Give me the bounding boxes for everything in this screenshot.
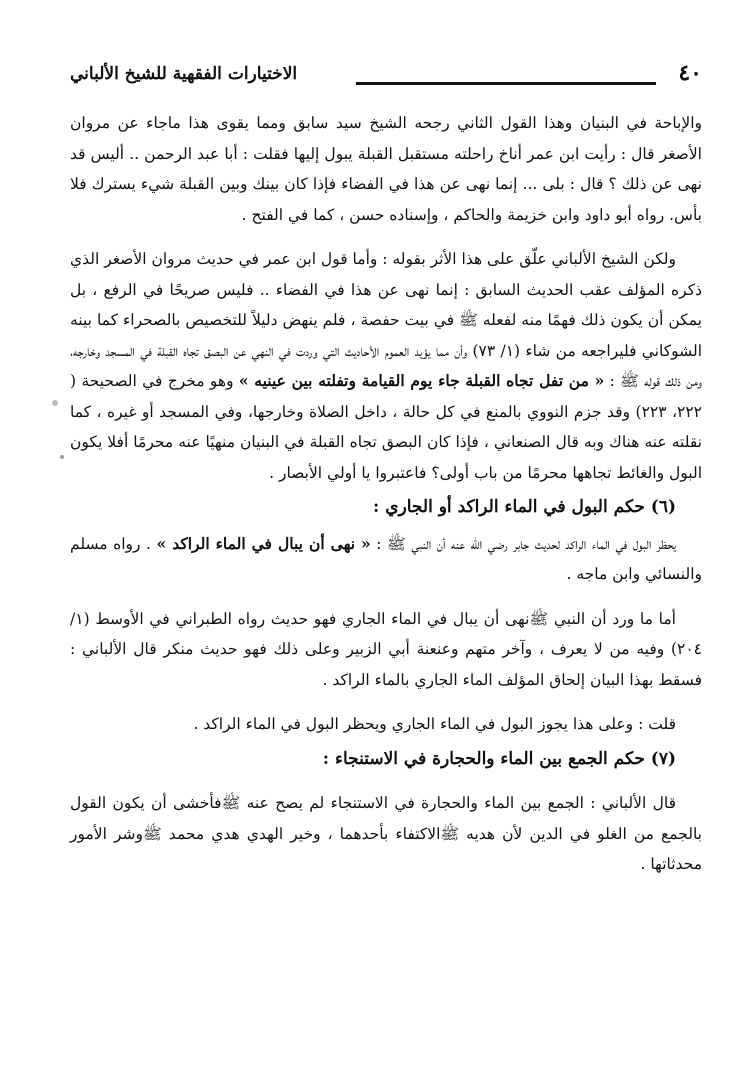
- section-heading-7: (٧) حكم الجمع بين الماء والحجارة في الاستنجاء :: [322, 748, 676, 769]
- scan-speck: [52, 400, 58, 406]
- paragraph-3: [70, 529, 702, 590]
- header-rule: [356, 82, 656, 85]
- running-title: الاختيارات الفقهية للشيخ الألباني: [70, 64, 298, 84]
- paragraph-3-text-a: يحظر البول في الماء الراكد لحديث جابر رضي الله عنه أن النبي ﷺ :: [376, 534, 676, 553]
- page-body: [70, 108, 702, 880]
- scan-speck: [60, 455, 64, 459]
- paragraph-2-text-a: ولكن الشيخ الألباني علّق على هذا الأثر بقوله : وأما قول ابن عمر في حديث مروان الأصغر الذي ذكره المؤلف عقب الحديث السابق : إنما نهى عن هذا في الفضاء .. فليس صريحًا في الرفع ، بل يمكن أن يكون ذلك فهمًا منه لفعله ﷺ في بيت حفصة ، فلم ينهض دليلاً للتخصيص بالصحراء كما بينه الشوكاني فليراجعه من شاء (١/ ٧٣) وأن مما يؤيد العموم الأحاديث التي وردت في النهي عن البصق تجاه القبلة في المسجد وخارجه، ومن ذلك قوله ﷺ :: [70, 250, 703, 390]
- page-header: [70, 56, 702, 96]
- section-heading-6: (٦) حكم البول في الماء الراكد أو الجاري :: [373, 497, 676, 517]
- paragraph-6: قال الألباني : الجمع بين الماء والحجارة في الاستنجاء لم يصح عنه ﷺفأخشى أن يكون القول بالجمع من الغلو في الدين لأن هديه ﷺالاكتفاء بأحدهما ، وخير الهدي هدي محمد ﷺوشر الأمور محدثاتها .: [70, 794, 702, 873]
- paragraph-5: قلت : وعلى هذا يجوز البول في الماء الجاري ويحظر البول في الماء الراكد .: [193, 715, 676, 733]
- hadith-quote-spitting: « من تفل تجاه القبلة جاء يوم القيامة وتفلته بين عينيه »: [238, 371, 605, 390]
- paragraph-4: أما ما ورد أن النبي ﷺنهى أن يبال في الماء الجاري فهو حديث رواه الطبراني في الأوسط (١/ ٢٠٤) وفيه من لا يعرف ، وآخر متهم وعنعنة أبي الزبير وعلى ذلك فهو حديث منكر قال الألباني : فسقط بهذا البيان إلحاق المؤلف الماء الجاري بالماء الراكد .: [70, 609, 702, 689]
- paragraph-1: والإباحة في البنيان وهذا القول الثاني رجحه الشيخ سيد سابق ومما يقوى هذا ماجاء عن مروان الأصغر قال : رأيت ابن عمر أناخ راحلته مستقبل القبلة يبول إليها فقلت : أبا عبد الرحمن .. أليس قد نهى عن ذلك ؟ قال : بلى ... إنما نهى عن هذا في الفضاء فإذا كان بينك وبين القبلة شيء يسترك فلا بأس. رواه أبو داود وابن خزيمة والحاكم ، وإسناده حسن ، كما في الفتح .: [70, 114, 702, 224]
- paragraph-2: [70, 244, 702, 488]
- paragraph-3-text-b: . رواه مسلم والنسائي وابن ماجه .: [70, 534, 702, 583]
- hadith-quote-stagnant-water: « نهى أن يبال في الماء الراكد »: [156, 533, 371, 553]
- page-number: ٤٠: [678, 60, 702, 86]
- paragraph-2-text-b: وهو مخرج في الصحيحة ( ٢٢٢، ٢٢٣) وقد جزم النووي بالمنع في كل حالة ، داخل الصلاة وخارجها، وفي المسجد أو غيره ، كما نقلته عنه هناك وبه قال الصنعاني ، فإذا كان البصق تجاه القبلة في البنيان منهيًا عنه محرمًا أفلا يكون البول والغائط تجاهها محرمًا من باب أولى؟ فاعتبروا يا أولي الأبصار .: [70, 372, 702, 482]
